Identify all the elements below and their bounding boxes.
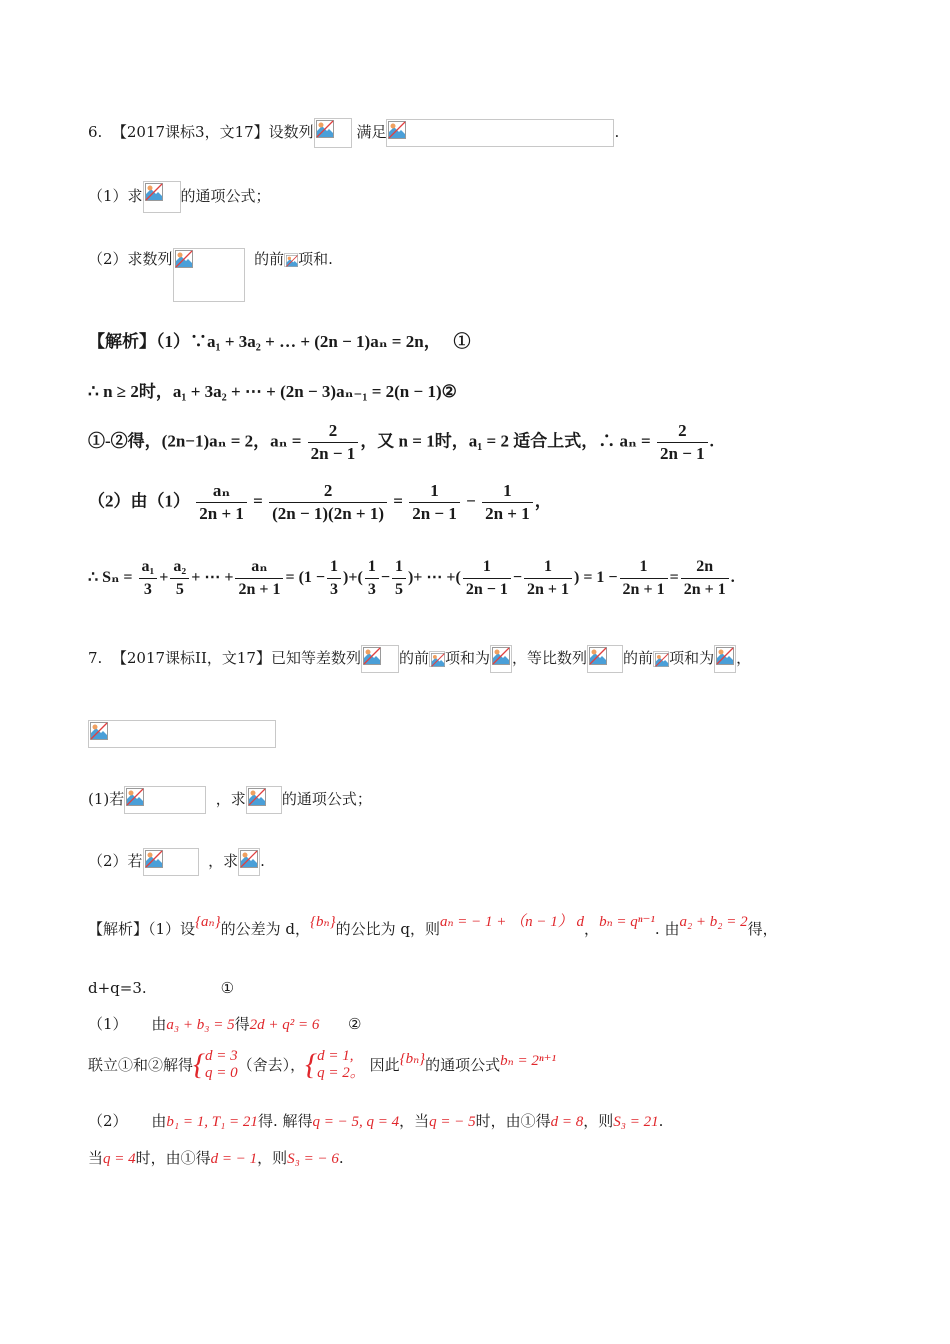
broken-image-icon [492,647,510,665]
broken-image-icon [90,722,108,740]
sol7-l4-eq: bₙ = 2ⁿ⁺¹ [500,1053,557,1069]
q6-p1-text-b: 的通项公式； [180,187,271,205]
broken-image-icon [145,183,163,201]
sol7-system2 [317,1048,365,1082]
broken-image-icon [716,647,734,665]
frac [139,556,158,601]
broken-image-icon [145,850,163,868]
q6-p2-text-a: （2）求数列 [88,250,173,268]
frac-den: 2n − 1 [660,444,705,463]
q6-number: 6. [88,123,103,141]
q6-p1-image [143,181,181,213]
sol7-l5-a: （2） [88,1112,128,1130]
q7-t2: 的前 [399,649,430,667]
q7-t1: 已知等差数列 [270,649,361,667]
broken-image-icon [240,850,258,868]
sol6-line5: ∴ Sₙ = $\frac{\text{a₁}}{3}$ + $\frac{\text{a₂}}{5}$ + ⋯ + $\frac{\text{aₙ}}{2n + 1}$ = (1 − $\frac{1}{3}$ )+( $\frac{1}{3}$ − $\frac{1}{5}$ )+ ⋯ +( $\frac{1}{2n - 1}$ − $\frac{1}{2n + 1}$ ) = 1 − $\frac{1}{2n + 1}$ = $\frac{2n}{2n + 1}$ . [88,556,735,601]
frac-num: 2 [269,480,387,503]
sol7-l1-b: 的公差为 d， [220,920,311,938]
sol7-l3-b: 由 [151,1015,167,1033]
frac-den: 5 [175,581,184,598]
sol7-s2b: q = 2。 [317,1065,365,1081]
sol6-line4: （2）由（1） $\frac{\text{aₙ}}{2n + 1}$ = $\frac{2}{(2n - 1)(2n + 1)}$ = $\frac{1}{2n - 1}$ − $\frac{1}{2n + 1}$ ， [88,481,552,523]
q7-t5: 的前 [623,649,654,667]
q7-header [88,645,751,673]
frac-num: 1 [392,556,406,579]
sol7-l1-c: 的公比为 q，则 [335,920,440,938]
sol7-l5-f: ，则 [583,1112,614,1130]
frac-den: 2n − 1 [310,444,356,463]
q6-p2-text-b: 的前 [254,250,285,268]
q7-source: 【2017课标II，文17】 [111,649,271,667]
sol7-l3-mark: ② [347,1015,362,1033]
frac [327,556,341,601]
q6-text-b: 满足 [356,123,387,141]
frac [196,480,247,525]
sol6-l4-a: （2）由（1） [88,491,190,511]
broken-image-icon [316,120,334,138]
frac [409,480,460,525]
frac [482,480,533,525]
sol7-l1-eq3: a₂ + b₂ = 2 [679,914,748,930]
sol7-l6-eq2: d = − 1 [210,1151,258,1167]
broken-image-icon [175,250,193,268]
q6-part2 [88,248,333,302]
sol7-l5-eq2: q = − 5, q = 4 [312,1114,400,1130]
q7-p1-c: 的通项公式； [281,790,372,808]
sol7-s2a: d = 1, [317,1048,354,1064]
frac [365,556,379,601]
sol7-line2 [88,977,234,999]
sol7-l3-eq: a₃ + b₃ = 5 [166,1017,235,1033]
q7-p1-cond-image [124,786,206,814]
broken-image-icon [655,653,669,667]
sol7-l5-g: . [658,1112,664,1130]
q7-p2-cond-image [143,848,199,876]
sol7-l1-eq1: aₙ = − 1 + （n − 1） d [439,914,585,930]
sol7-l4-a: 联立①和②解得 [88,1056,194,1074]
frac-num: aₙ [235,556,283,579]
sol7-l5-eq3: q = − 5 [429,1114,476,1130]
frac-num: 1 [620,556,668,579]
sol7-l1-eq2: bₙ = qⁿ⁻¹ [599,914,655,930]
sol6-l3-frac2 [657,420,708,465]
frac-num: 2n [681,556,729,579]
q7-tn-image [714,645,736,673]
sol6-l3-b: ，又 n = 1时，a₁ = 2 适合上式，∴ aₙ = [360,431,651,451]
sol7-l6-d: . [338,1149,344,1167]
frac-num: aₙ [196,480,247,503]
sol7-l6-eq3: S₃ = − 6 [287,1151,339,1167]
frac-den: 2n + 1 [199,504,244,523]
sol7-l5-eq1: b₁ = 1, T₁ = 21 [166,1114,258,1130]
broken-image-icon [388,121,406,139]
sol7-line1 [88,914,778,941]
frac-num: 1 [524,556,572,579]
sol7-l5-b: 由 [151,1112,167,1130]
sol7-l6-a: 当 [88,1149,104,1167]
q6-p1-text-a: （1）求 [88,187,143,205]
sol7-l1-an: {aₙ} [195,914,221,930]
frac-num: 2 [657,420,708,443]
broken-image-icon [431,653,445,667]
frac [681,556,729,601]
q7-p1-a: (1)若 [88,790,125,808]
q7-t3: 项和为 [445,649,491,667]
frac [235,556,283,601]
q6-seq-image [314,118,352,148]
sol6-l3-a: ①-②得，(2n−1)aₙ = 2，aₙ = [88,431,302,451]
sol7-s1b: q = 0 [205,1065,238,1081]
sol6-l1-math: a₁ + 3a₂ + … + (2n − 1)aₙ = 2n [207,332,424,351]
q6-p2-n-image [284,253,298,267]
sol7-line6 [88,1147,344,1170]
sol6-l3-c: . [709,431,714,451]
frac-den: (2n − 1)(2n + 1) [272,504,385,523]
sol7-l1-e: . 由 [654,920,680,938]
sol7-s1a: d = 3 [205,1048,238,1064]
sol7-l4-c: 因此 [369,1056,400,1074]
sol7-l5-eq4: d = 8 [550,1114,584,1130]
q6-source: 【2017课标3，文17】 [111,123,269,141]
sol7-l5-eq5: S₃ = 21 [613,1114,659,1130]
frac-den: 5 [394,581,403,598]
q6-condition-image [386,119,614,147]
sol6-line1 [88,331,470,353]
frac [392,556,406,601]
frac [170,556,189,601]
sol7-l1-bn: {bₙ} [310,914,336,930]
sol7-l6-c: ，则 [257,1149,288,1167]
frac-num: 1 [327,556,341,579]
sol7-l1-a: （1）设 [148,920,196,938]
frac [463,556,511,601]
sol7-l3-eq2: 2d + q² = 6 [249,1017,320,1033]
q7-condition-image [88,720,276,748]
sol7-l5-e: 时，由①得 [475,1112,551,1130]
frac-num: 1 [409,480,460,503]
q7-part1 [88,786,372,814]
frac-den: 2n + 1 [238,581,281,598]
sol7-l2: d+q=3. [88,979,147,997]
q7-t6: 项和为 [669,649,715,667]
frac-num: 1 [463,556,511,579]
sol7-line4 [88,1048,556,1088]
left-brace: { [305,1048,318,1081]
sol7-system1 [205,1048,238,1082]
broken-image-icon [363,647,381,665]
frac [620,556,668,601]
q7-p2-a: （2）若 [88,852,143,870]
q6-header [88,118,619,148]
frac-num: 1 [482,480,533,503]
q7-p1-b: ，求 [215,790,246,808]
broken-image-icon [248,788,266,806]
frac-num: 2 [308,420,359,443]
frac [524,556,572,601]
sol7-l1-d: ， [584,920,600,938]
sol7-l5-c: 得. 解得 [257,1112,313,1130]
sol7-l2-mark: ① [220,979,235,997]
q7-t7: ， [736,649,752,667]
sol7-l1-f: 得， [747,920,778,938]
q7-bn-image [587,645,623,673]
sol6-l1-b: ， [423,332,441,351]
sol7-l3-c: 得 [234,1015,250,1033]
sol6-l1-c: ① [453,332,471,351]
q7-condition [88,720,276,748]
sol6-l3-frac1 [308,420,359,465]
sol7-label: 【解析】 [88,920,149,938]
sol7-l6-b: 时，由①得 [135,1149,211,1167]
sol6-l1-a: （1）∵ [156,332,207,351]
sol7-l6-eq1: q = 4 [103,1151,136,1167]
sol7-l3-a: （1） [88,1015,128,1033]
q7-p1-bn-image [246,786,282,814]
frac-den: 2n + 1 [485,504,530,523]
frac-den: 3 [143,581,152,598]
broken-image-icon [126,788,144,806]
sol6-l4-end: ， [534,491,552,511]
frac-den: 3 [330,581,339,598]
sol7-l4-d: 的通项公式 [425,1056,501,1074]
q7-p2-c: . [260,852,265,870]
frac-den: 2n + 1 [683,581,726,598]
frac-den: 3 [367,581,376,598]
q6-part1 [88,181,271,213]
frac-den: 2n − 1 [465,581,508,598]
q7-part2 [88,848,265,876]
broken-image-icon [286,255,298,267]
frac [269,480,387,525]
frac-den: 2n + 1 [526,581,569,598]
q7-p2-s3-image [238,848,260,876]
q7-p2-b: ，求 [208,852,239,870]
frac-den: 2n − 1 [412,504,457,523]
q7-sn-image [490,645,512,673]
sol7-l5-d: ，当 [399,1112,430,1130]
broken-image-icon [589,647,607,665]
q6-p2-image [173,248,245,302]
frac-num: a₂ [170,556,189,579]
sol6-l5-end: . [730,569,735,587]
sol6-l5-mid: = (1 − [285,569,326,587]
q6-text-a: 设数列 [268,123,314,141]
sol7-line5 [88,1110,663,1133]
sol6-line2 [88,381,457,403]
sol7-l4-b: （舍去）， [237,1056,306,1074]
sol6-l5-start: ∴ Sₙ = [88,569,133,587]
frac-num: a₁ [139,556,158,579]
frac-num: 1 [365,556,379,579]
q7-n-image [429,651,445,667]
sol6-l2: ∴ n ≥ 2时，a₁ + 3a₂ + ⋯ + (2n − 3)aₙ₋₁ = 2(n − 1)② [88,382,457,401]
q6-period: . [614,123,620,141]
sol7-line3 [88,1013,361,1036]
sol7-l4-bn: {bₙ} [399,1051,426,1067]
q7-n2-image [653,651,669,667]
q7-an-image [361,645,399,673]
left-brace: { [193,1048,206,1081]
sol6-label: 【解析】 [88,332,156,351]
sol6-line3 [88,420,714,465]
frac-den: 2n + 1 [622,581,665,598]
q7-number: 7. [88,649,103,667]
q7-t4: ，等比数列 [512,649,588,667]
q6-p2-text-c: 项和. [298,250,333,268]
